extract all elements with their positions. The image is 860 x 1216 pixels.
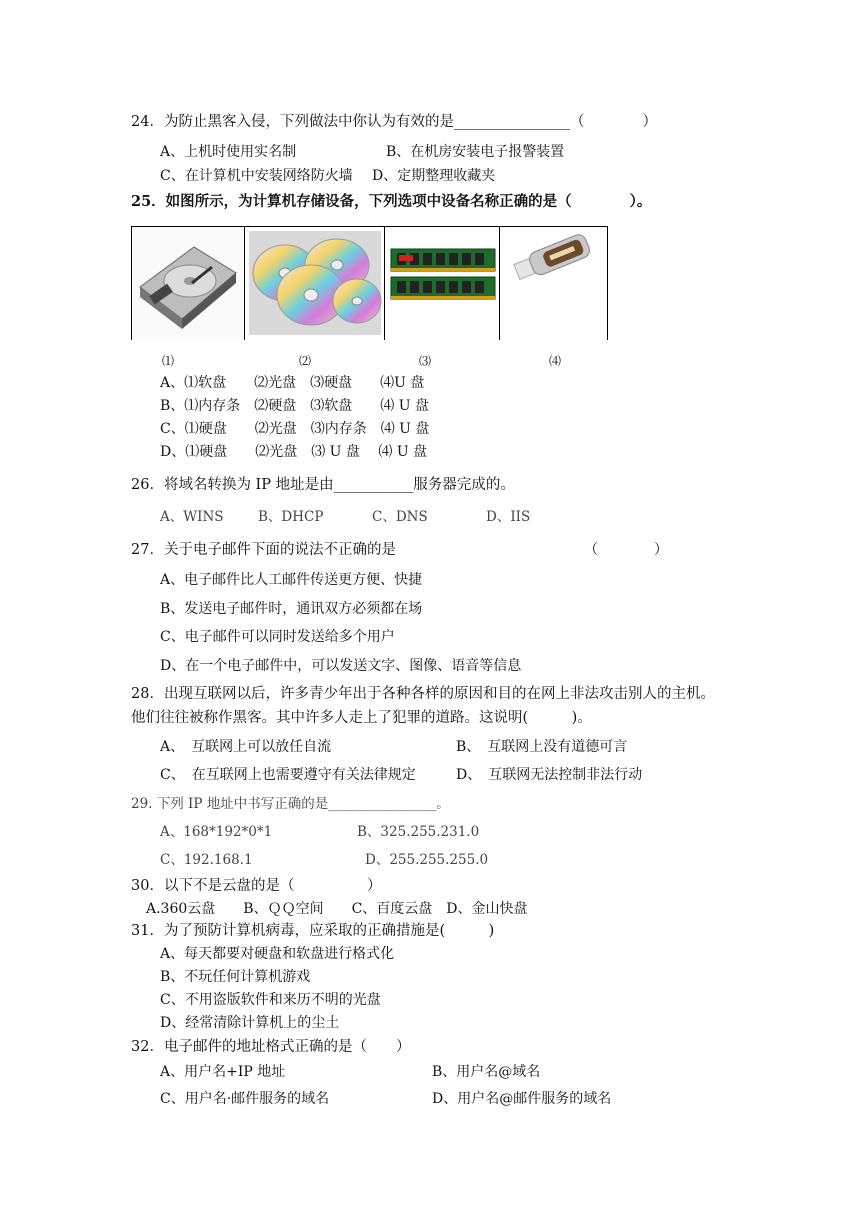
figure-label-3: ⑶ [419,354,432,368]
q25-option-d: D、⑴硬盘 ⑵光盘 ⑶ U 盘 ⑷ U 盘 [160,444,428,460]
question-24-stem: 24．为防止黑客入侵，下列做法中你认为有效的是________________（ ） [131,114,657,130]
q29-option-c: C、192.168.1 [160,852,253,868]
figure-cell-2 [244,226,385,340]
figure-label-2: ⑵ [299,354,312,368]
q27-option-c: C、电子邮件可以同时发送给多个用户 [160,629,395,645]
q27-option-a: A、电子邮件比人工邮件传送更方便、快捷 [160,572,423,588]
question-32-stem: 32．电子邮件的地址格式正确的是（ ） [131,1039,411,1055]
usb-drive-image [500,227,607,340]
question-27-stem: 27．关于电子邮件下面的说法不正确的是 [131,542,396,558]
q29-option-b: B、325.255.231.0 [357,824,480,840]
question-31-stem: 31．为了预防计算机病毒，应采取的正确措施是( ) [131,923,495,939]
figure-label-1: ⑴ [162,354,175,368]
q24-option-d: D、定期整理收藏夹 [372,168,496,184]
q32-option-a: A、用户名+IP 地址 [160,1064,286,1080]
q29-option-a: A、168*192*0*1 [160,824,273,840]
figure-label-4: ⑷ [549,354,562,368]
q28-option-c: C、 在互联网上也需要遵守有关法律规定 [160,767,416,783]
q26-option-c: C、DNS [372,509,428,525]
question-28-stem-line2: 他们往往被称作黑客。其中许多人走上了犯罪的道路。这说明( )。 [131,710,592,726]
q25-option-c: C、⑴硬盘 ⑵光盘 ⑶内存条 ⑷ U 盘 [160,421,430,437]
q26-option-d: D、IIS [486,509,531,525]
q32-option-c: C、用户名·邮件服务的域名 [160,1091,330,1107]
q27-option-b: B、发送电子邮件时，通讯双方必须都在场 [160,601,423,617]
figure-cell-4 [499,226,608,340]
q27-option-d: D、在一个电子邮件中，可以发送文字、图像、语音等信息 [160,658,522,674]
q31-option-a: A、每天都要对硬盘和软盘进行格式化 [160,946,395,962]
q31-option-d: D、经常清除计算机上的尘土 [160,1015,340,1031]
question-28-stem-line1: 28．出现互联网以后，许多青少年出于各种各样的原因和目的在网上非法攻击别人的主机。 [131,686,715,702]
q30-options: A.360云盘 B、ＱＱ空间 C、百度云盘 D、金山快盘 [146,901,528,917]
q31-option-c: C、不用盗版软件和来历不明的光盘 [160,992,381,1008]
q32-option-d: D、用户名@邮件服务的域名 [432,1091,612,1107]
q32-option-b: B、用户名@域名 [432,1064,541,1080]
q28-option-a: A、 互联网上可以放任自流 [160,739,332,755]
q24-option-b: B、在机房安装电子报警装置 [386,144,565,160]
q31-option-b: B、不玩任何计算机游戏 [160,969,311,985]
q28-option-d: D、 互联网无法控制非法行动 [456,767,643,783]
question-25-stem: 25．如图所示，为计算机存储设备，下列选项中设备名称正确的是（ ）。 [131,193,652,210]
q24-option-c: C、在计算机中安装网络防火墙 [160,168,353,184]
question-29-stem: 29. 下列 IP 地址中书写正确的是________________。 [131,796,450,812]
hard-disk-image [132,227,245,340]
q25-option-b: B、⑴内存条 ⑵硬盘 ⑶软盘 ⑷ U 盘 [160,398,429,414]
q26-option-b: B、DHCP [258,509,324,525]
q28-option-b: B、 互联网上没有道德可言 [456,739,628,755]
q29-option-d: D、255.255.255.0 [365,852,489,868]
memory-module-image [385,227,500,340]
q27-answer-paren: （ ） [584,542,668,558]
q26-option-a: A、WINS [160,509,224,525]
q24-option-a: A、上机时使用实名制 [160,144,297,160]
q25-option-a: A、⑴软盘 ⑵光盘 ⑶硬盘 ⑷U 盘 [160,375,425,391]
figure-cell-3 [384,226,500,340]
figure-cell-1 [131,226,245,340]
optical-discs-image [245,227,385,340]
storage-devices-figure [131,226,607,340]
question-26-stem: 26．将域名转换为 IP 地址是由___________服务器完成的。 [131,477,515,493]
question-30-stem: 30．以下不是云盘的是（ ） [131,878,382,894]
